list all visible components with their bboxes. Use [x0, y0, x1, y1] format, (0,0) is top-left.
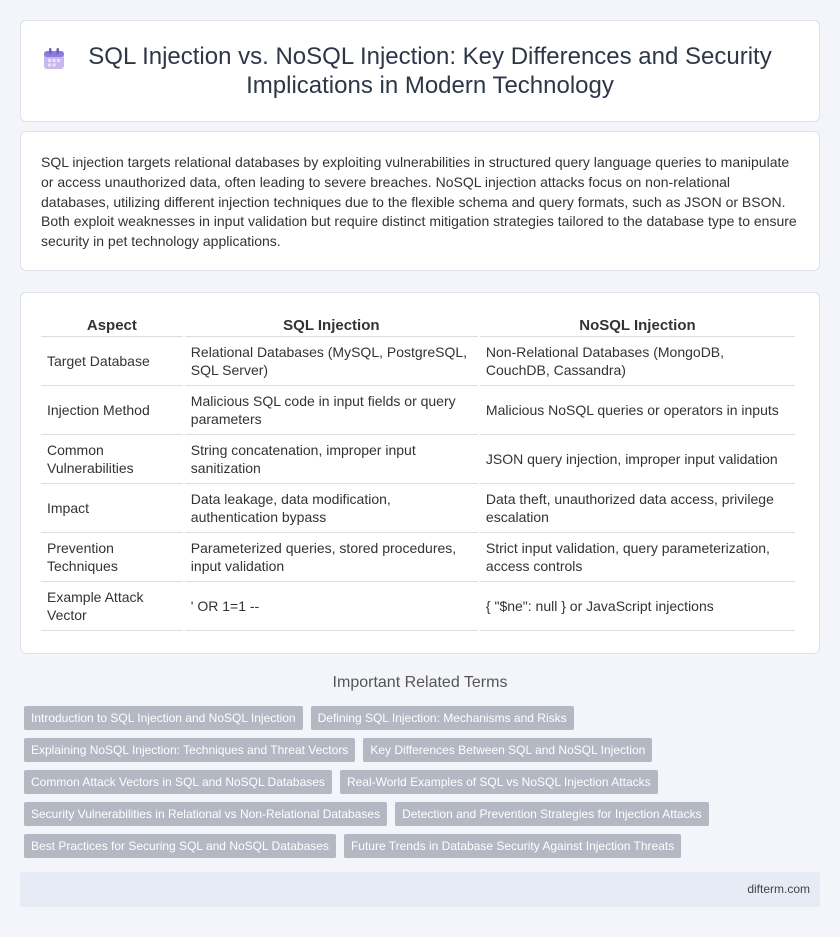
table-cell: Parameterized queries, stored procedures, input validation — [185, 533, 478, 582]
table-cell: Data theft, unauthorized data access, privilege escalation — [480, 484, 795, 533]
table-header-row — [41, 315, 795, 337]
header-card — [20, 20, 820, 122]
column-header-aspect: Aspect — [41, 315, 183, 337]
related-term-tag[interactable]: Explaining NoSQL Injection: Techniques and Threat Vectors — [24, 738, 355, 762]
table-cell: Relational Databases (MySQL, PostgreSQL, SQL Server) — [185, 337, 478, 386]
table-cell: Injection Method — [41, 386, 183, 435]
related-term-tag[interactable]: Defining SQL Injection: Mechanisms and Risks — [311, 706, 574, 730]
related-terms-heading: Important Related Terms — [332, 674, 508, 691]
related-term-tag[interactable]: Future Trends in Database Security Against Injection Threats — [344, 834, 681, 858]
table-cell: Impact — [41, 484, 183, 533]
table-cell: Malicious NoSQL queries or operators in inputs — [480, 386, 795, 435]
table-cell: Strict input validation, query parameterization, access controls — [480, 533, 795, 582]
related-term-tag[interactable]: Real-World Examples of SQL vs NoSQL Injection Attacks — [340, 770, 658, 794]
table-cell: Malicious SQL code in input fields or query parameters — [185, 386, 478, 435]
table-cell: Example Attack Vector — [41, 582, 183, 631]
table-row — [41, 435, 795, 484]
table-row — [41, 337, 795, 386]
related-term-tag[interactable]: Best Practices for Securing SQL and NoSQL Databases — [24, 834, 336, 858]
footer-bar — [20, 872, 820, 907]
comparison-table-card — [20, 292, 820, 654]
table-cell: Prevention Techniques — [41, 533, 183, 582]
table-cell: Target Database — [41, 337, 183, 386]
table-cell: Non-Relational Databases (MongoDB, CouchDB, Cassandra) — [480, 337, 795, 386]
related-term-tag[interactable]: Security Vulnerabilities in Relational vs Non-Relational Databases — [24, 802, 387, 826]
comparison-table — [39, 315, 797, 631]
column-header-nosql-injection: NoSQL Injection — [480, 315, 795, 337]
table-cell: String concatenation, improper input sanitization — [185, 435, 478, 484]
table-cell: { "$ne": null } or JavaScript injections — [480, 582, 795, 631]
related-term-tag[interactable]: Key Differences Between SQL and NoSQL Injection — [363, 738, 652, 762]
column-header-sql-injection: SQL Injection — [185, 315, 478, 337]
footer-site-link[interactable]: difterm.com — [747, 882, 810, 896]
table-row — [41, 386, 795, 435]
table-cell: JSON query injection, improper input validation — [480, 435, 795, 484]
related-terms-list — [24, 706, 814, 858]
intro-paragraph: SQL injection targets relational databases by exploiting vulnerabilities in structured query language queries to manipulate or access unauthorized data, often leading to severe breaches. NoSQL injection attacks focus on non-relational databases, utilizing different injection techniques due to the flexible schema and query formats, such as JSON or BSON. Both exploit weaknesses in input validation but require distinct mitigation strategies tailored to the database type to ensure security in pet technology applications. — [41, 154, 797, 250]
related-term-tag[interactable]: Detection and Prevention Strategies for Injection Attacks — [395, 802, 709, 826]
table-row — [41, 484, 795, 533]
related-term-tag[interactable]: Common Attack Vectors in SQL and NoSQL Databases — [24, 770, 332, 794]
page-title: SQL Injection vs. NoSQL Injection: Key Differences and Security Implications in Modern Technology — [88, 43, 772, 99]
intro-card — [20, 131, 820, 271]
related-term-tag[interactable]: Introduction to SQL Injection and NoSQL Injection — [24, 706, 303, 730]
table-cell: Data leakage, data modification, authentication bypass — [185, 484, 478, 533]
table-row — [41, 533, 795, 582]
table-cell: Common Vulnerabilities — [41, 435, 183, 484]
table-row — [41, 582, 795, 631]
table-cell: ' OR 1=1 -- — [185, 582, 478, 631]
